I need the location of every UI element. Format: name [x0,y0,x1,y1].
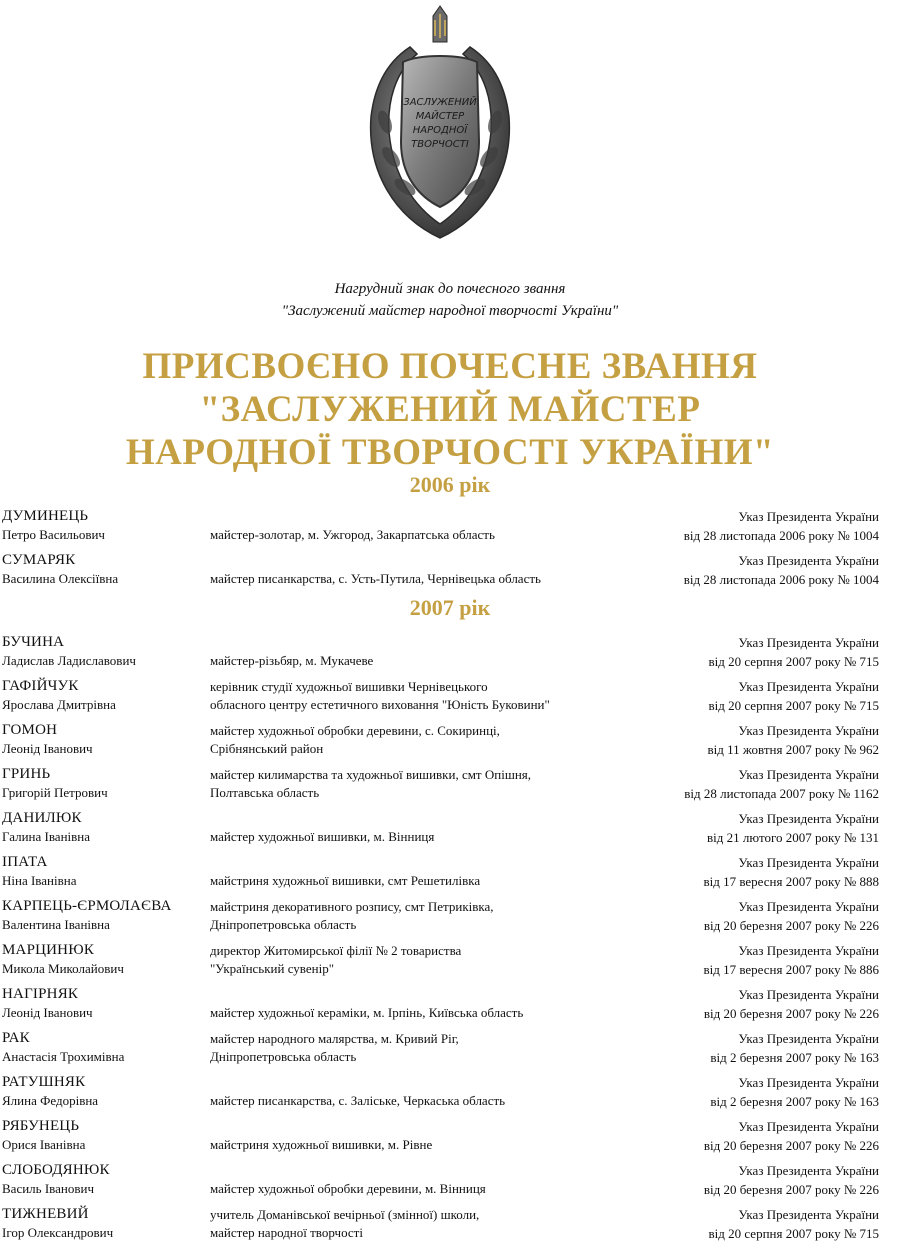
medal-icon [355,2,525,242]
medal-inscription-1: ЗАСЛУЖЕНИЙ [403,97,477,108]
decree-reference [709,678,880,716]
awardee-description-line-2: майстер художньої обробки деревини, м. Вінниця [210,1181,486,1196]
decree-title: Указ Президента України [738,1163,879,1178]
awardee-given-names: Ладислав Ладиславович [2,653,136,668]
awardee-description-line-1: учитель Доманівської вечірньої (змінної) школи, [210,1207,480,1222]
awardee-description-line-2: майстер-різьбяр, м. Мукачеве [210,653,374,668]
awardee-description-line-2: Срібнянський район [210,741,324,756]
list-item [0,1206,900,1246]
list-item [0,552,900,592]
awardee-description-line-1: майстер килимарства та художньої вишивки, смт Опішня, [210,767,532,782]
decree-date-number: від 28 листопада 2006 року № 1004 [683,572,879,587]
badge-caption-line-2: "Заслужений майстер народної творчості України" [281,303,619,319]
decree-reference [709,1206,880,1244]
awardee-given-names: Ігор Олександрович [2,1225,114,1240]
medal-inscription-4: ТВОРЧОСТІ [411,139,469,150]
list-item [0,810,900,850]
awardee-given-names: Галина Іванівна [2,829,90,844]
awardee-given-names: Василь Іванович [2,1181,94,1196]
awardee-description-line-2: Дніпропетровська область [210,1049,357,1064]
medal-inscription-2: МАЙСТЕР [415,111,465,122]
awardee-given-names: Петро Васильович [2,527,105,542]
awardee-surname: ДУМИНЕЦЬ [2,508,89,524]
decree-reference [704,1118,879,1156]
badge-caption-line-1: Нагрудний знак до почесного звання [334,281,566,297]
decree-title: Указ Президента України [738,767,879,782]
decree-title: Указ Президента України [738,509,879,524]
decree-reference [710,1030,879,1068]
awardee-surname: БУЧИНА [2,634,65,650]
list-item [0,508,900,548]
awardee-description-line-2: майстер народної творчості [210,1225,363,1240]
decree-reference [707,810,879,848]
awardee-description-line-2: Дніпропетровська область [210,917,357,932]
decree-title: Указ Президента України [738,811,879,826]
decree-title: Указ Президента України [738,899,879,914]
awardee-surname: ТИЖНЕВИЙ [2,1206,89,1222]
list-item [0,766,900,806]
awardee-description-line-2: майстриня художньої вишивки, м. Рівне [210,1137,433,1152]
decree-date-number: від 20 березня 2007 року № 226 [703,918,879,933]
awardee-description-line-2: майстриня художньої вишивки, смт Решетилівка [210,873,481,888]
decree-date-number: від 28 листопада 2006 року № 1004 [683,528,879,543]
awardee-description-line-2: майстер писанкарства, с. Заліське, Черкаська область [210,1093,506,1108]
decree-reference [703,942,879,980]
decree-date-number: від 2 березня 2007 року № 163 [710,1094,879,1109]
list-item [0,986,900,1026]
awardee-surname: ГРИНЬ [2,766,51,782]
decree-title: Указ Президента України [738,943,879,958]
awardee-description-line-1: керівник студії художньої вишивки Чернівецького [210,679,488,694]
awardee-surname: ДАНИЛЮК [2,810,82,826]
list-item [0,722,900,762]
medal-image [355,2,525,242]
decree-title: Указ Президента України [738,1031,879,1046]
awardee-description-line-1: майстер народного малярства, м. Кривий Ріг, [210,1031,459,1046]
awardee-given-names: Ніна Іванівна [2,873,77,888]
awardee-given-names: Микола Миколайович [2,961,124,976]
decree-date-number: від 11 жовтня 2007 року № 962 [707,742,879,757]
awardee-description-line-2: майстер художньої кераміки, м. Ірпінь, Київська область [210,1005,524,1020]
decree-title: Указ Президента України [738,679,879,694]
medal-inscription-3: НАРОДНОЇ [412,125,468,136]
awardee-description-line-2: Полтавська область [210,785,320,800]
year-heading-2006: 2006 рік [409,472,491,497]
awardee-description-line-2: "Український сувенір" [210,961,335,976]
decree-title: Указ Президента України [738,635,879,650]
title-line-2: "ЗАСЛУЖЕНИЙ МАЙСТЕР [199,389,701,430]
decree-date-number: від 20 березня 2007 року № 226 [703,1182,879,1197]
awardee-given-names: Григорій Петрович [2,785,108,800]
decree-title: Указ Президента України [738,553,879,568]
title-line-3: НАРОДНОЇ ТВОРЧОСТІ УКРАЇНИ" [125,432,775,473]
awardee-surname: РАК [2,1030,30,1046]
decree-title: Указ Президента України [738,1075,879,1090]
awardee-surname: СУМАРЯК [2,552,76,568]
awardee-surname: ГОМОН [2,722,58,738]
decree-reference [704,986,879,1024]
awardee-description-line-1: майстриня декоративного розпису, смт Петриківка, [210,899,494,914]
awardee-surname: РЯБУНЕЦЬ [2,1118,80,1134]
awardee-surname: КАРПЕЦЬ-ЄРМОЛАЄВА [2,898,172,914]
list-item [0,1118,900,1158]
awardee-given-names: Валентина Іванівна [2,917,110,932]
awardee-surname: ІПАТА [2,854,48,870]
decree-reference [704,898,879,936]
awardee-given-names: Ярослава Дмитрівна [2,697,116,712]
awardee-surname: РАТУШНЯК [2,1074,86,1090]
decree-reference [684,552,879,590]
decree-date-number: від 28 листопада 2007 року № 1162 [684,786,879,801]
decree-date-number: від 20 серпня 2007 року № 715 [708,698,879,713]
awardee-given-names: Леонід Іванович [2,741,93,756]
year-heading-2007: 2007 рік [409,595,491,620]
decree-title: Указ Президента України [738,1207,879,1222]
awardee-description-line-2: майстер писанкарства, с. Усть-Путила, Чернівецька область [210,571,541,586]
awardee-description-line-1: майстер художньої обробки деревини, с. Сокиринці, [210,723,500,738]
awardee-surname: СЛОБОДЯНЮК [2,1162,110,1178]
decree-date-number: від 20 серпня 2007 року № 715 [708,654,879,669]
decree-title: Указ Президента України [738,1119,879,1134]
awardee-description-line-2: майстер художньої вишивки, м. Вінниця [210,829,435,844]
list-item [0,898,900,938]
decree-date-number: від 20 серпня 2007 року № 715 [708,1226,879,1241]
decree-reference [684,508,879,546]
decree-title: Указ Президента України [738,723,879,738]
decree-reference [707,722,879,760]
decree-date-number: від 20 березня 2007 року № 226 [703,1006,879,1021]
awardee-surname: НАГІРНЯК [2,986,79,1002]
list-item [0,634,900,674]
awardee-given-names: Анастасія Трохимівна [2,1049,125,1064]
decree-date-number: від 20 березня 2007 року № 226 [703,1138,879,1153]
list-item [0,942,900,982]
list-item [0,854,900,894]
decree-reference [709,634,880,672]
decree-title: Указ Президента України [738,855,879,870]
list-item [0,1030,900,1070]
decree-reference [703,854,879,892]
awardee-given-names: Леонід Іванович [2,1005,93,1020]
awardee-surname: ГАФІЙЧУК [2,678,79,694]
title-line-1: ПРИСВОЄНО ПОЧЕСНЕ ЗВАННЯ [142,346,758,387]
decree-date-number: від 17 вересня 2007 року № 886 [703,962,879,977]
awardee-given-names: Ялина Федорівна [2,1093,99,1108]
awardee-surname: МАРЦИНЮК [2,942,95,958]
list-item [0,1162,900,1202]
awardee-given-names: Василина Олексіївна [2,571,119,586]
list-item [0,1074,900,1114]
awardee-description-line-2: обласного центру естетичного виховання "Юність Буковини" [210,697,550,712]
decree-title: Указ Президента України [738,987,879,1002]
awardee-description-line-1: директор Житомирської філії № 2 товариства [210,943,462,958]
decree-reference [710,1074,879,1112]
decree-date-number: від 2 березня 2007 року № 163 [710,1050,879,1065]
decree-date-number: від 21 лютого 2007 року № 131 [707,830,879,845]
decree-reference [684,766,879,804]
awardee-given-names: Орися Іванівна [2,1137,86,1152]
list-item [0,678,900,718]
awardee-description-line-2: майстер-золотар, м. Ужгород, Закарпатська область [210,527,495,542]
decree-date-number: від 17 вересня 2007 року № 888 [703,874,879,889]
decree-reference [704,1162,879,1200]
